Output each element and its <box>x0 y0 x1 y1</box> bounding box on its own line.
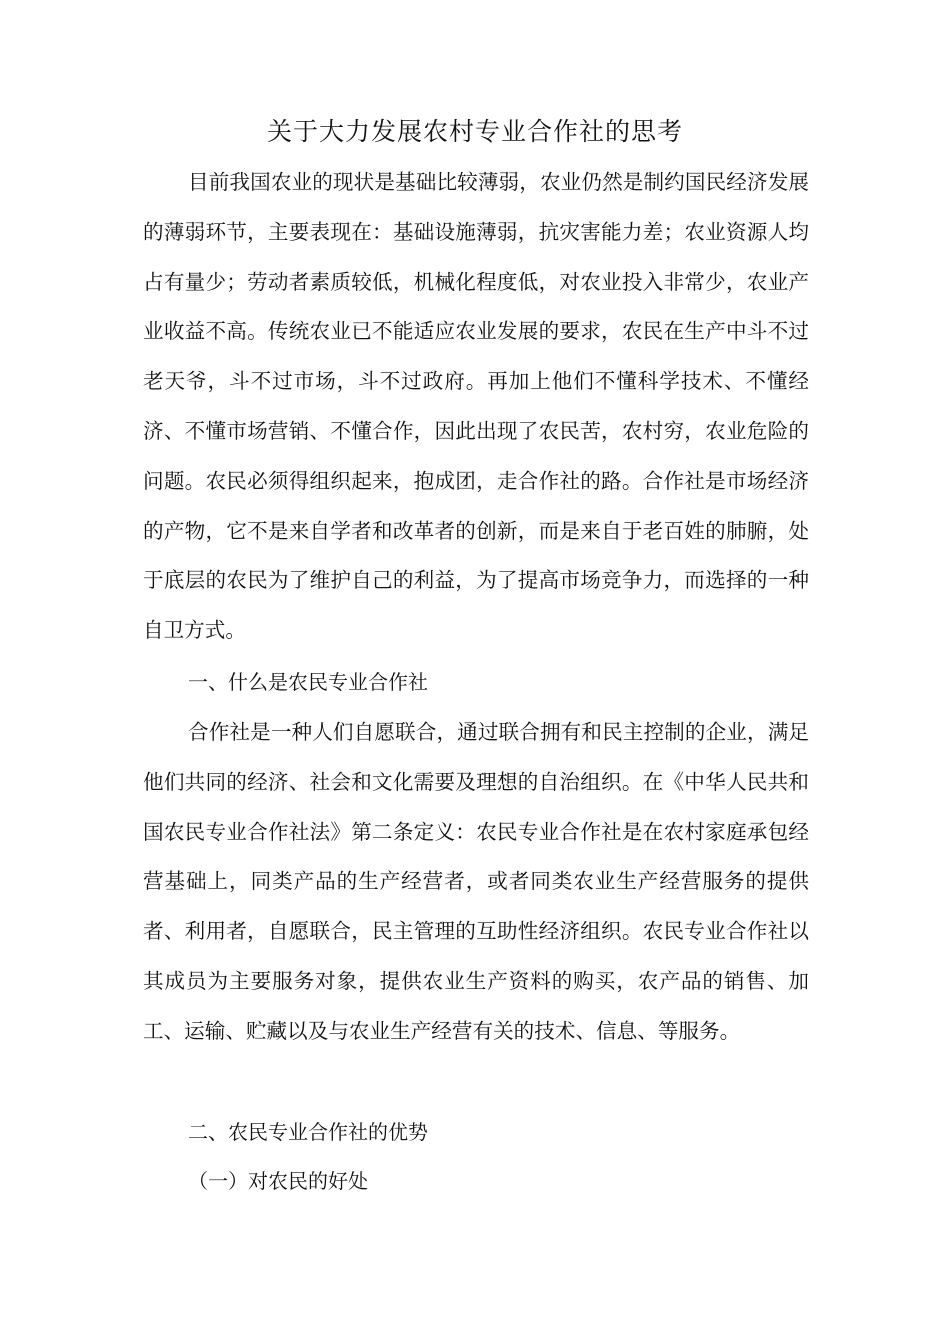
intro-paragraph: 目前我国农业的现状是基础比较薄弱，农业仍然是制约国民经济发展的薄弱环节，主要表现在：基础设施薄弱，抗灾害能力差；农业资源人均占有量少；劳动者素质较低，机械化程度低，对农业投入非常少，农业产业收益不高。传统农业已不能适应农业发展的要求，农民在生产中斗不过老天爷，斗不过市场，斗不过政府。再加上他们不懂科学技术、不懂经济、不懂市场营销、不懂合作，因此出现了农民苦，农村穷，农业危险的问题。农民必须得组织起来，抱成团，走合作社的路。合作社是市场经济的产物，它不是来自学者和改革者的创新，而是来自于老百姓的肺腑，处于底层的农民为了维护自己的利益，为了提高市场竞争力，而选择的一种自卫方式。 <box>143 170 809 643</box>
definition-paragraph: 合作社是一种人们自愿联合，通过联合拥有和民主控制的企业，满足他们共同的经济、社会和文化需要及理想的自治组织。在《中华人民共和国农民专业合作社法》第二条定义：农民专业合作社是在农村家庭承包经营基础上，同类产品的生产经营者，或者同类农业生产经营服务的提供者、利用者，自愿联合，民主管理的互助性经济组织。农民专业合作社以其成员为主要服务对象，提供农业生产资料的购买，农产品的销售、加工、运输、贮藏以及与农业生产经营有关的技术、信息、等服务。 <box>143 720 809 1043</box>
section-heading-1: 一、什么是农民专业合作社 <box>188 670 428 694</box>
section-heading-2: 二、农民专业合作社的优势 <box>188 1120 428 1144</box>
subsection-heading-1: （一）对农民的好处 <box>188 1169 368 1193</box>
document-title: 关于大力发展农村专业合作社的思考 <box>266 117 683 146</box>
